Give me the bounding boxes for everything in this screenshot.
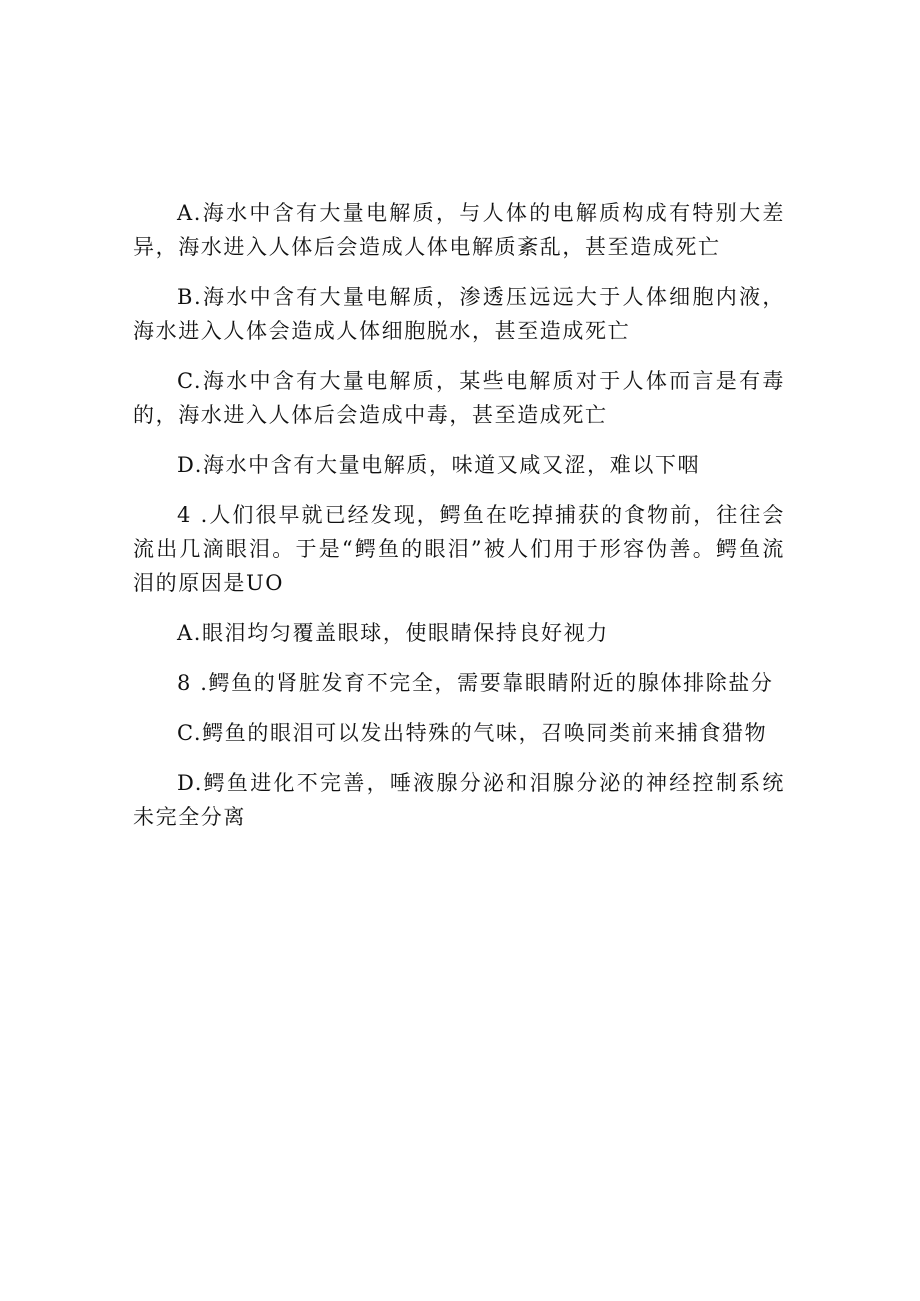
question-4: 4 .人们很早就已经发现，鳄鱼在吃掉捕获的食物前，往往会流出几滴眼泪。于是“鳄鱼的眼泪”被人们用于形容伪善。鳄鱼流泪的原因是UO: [133, 503, 785, 595]
option-d-seawater: D.海水中含有大量电解质，味道又咸又涩，难以下咽: [177, 453, 701, 477]
option-c-crocodile: C.鳄鱼的眼泪可以发出特殊的气味，召唤同类前来捕食猎物: [177, 721, 768, 745]
option-d-crocodile: D.鳄鱼进化不完善，唾液腺分泌和泪腺分泌的神经控制系统未完全分离: [133, 771, 785, 829]
option-a-seawater: A.海水中含有大量电解质，与人体的电解质构成有特别大差异，海水进入人体后会造成人体电解质紊乱，甚至造成死亡: [133, 201, 785, 259]
option-a-crocodile: A.眼泪均匀覆盖眼球，使眼睛保持良好视力: [177, 621, 609, 645]
option-b-seawater: B.海水中含有大量电解质，渗透压远远大于人体细胞内液，海水进入人体会造成人体细胞脱水，甚至造成死亡: [133, 285, 785, 343]
option-b-crocodile: 8 .鳄鱼的肾脏发育不完全，需要靠眼睛附近的腺体排除盐分: [177, 671, 774, 695]
document-body: [133, 196, 785, 850]
option-c-seawater: C.海水中含有大量电解质，某些电解质对于人体而言是有毒的，海水进入人体后会造成中毒，甚至造成死亡: [133, 369, 785, 427]
